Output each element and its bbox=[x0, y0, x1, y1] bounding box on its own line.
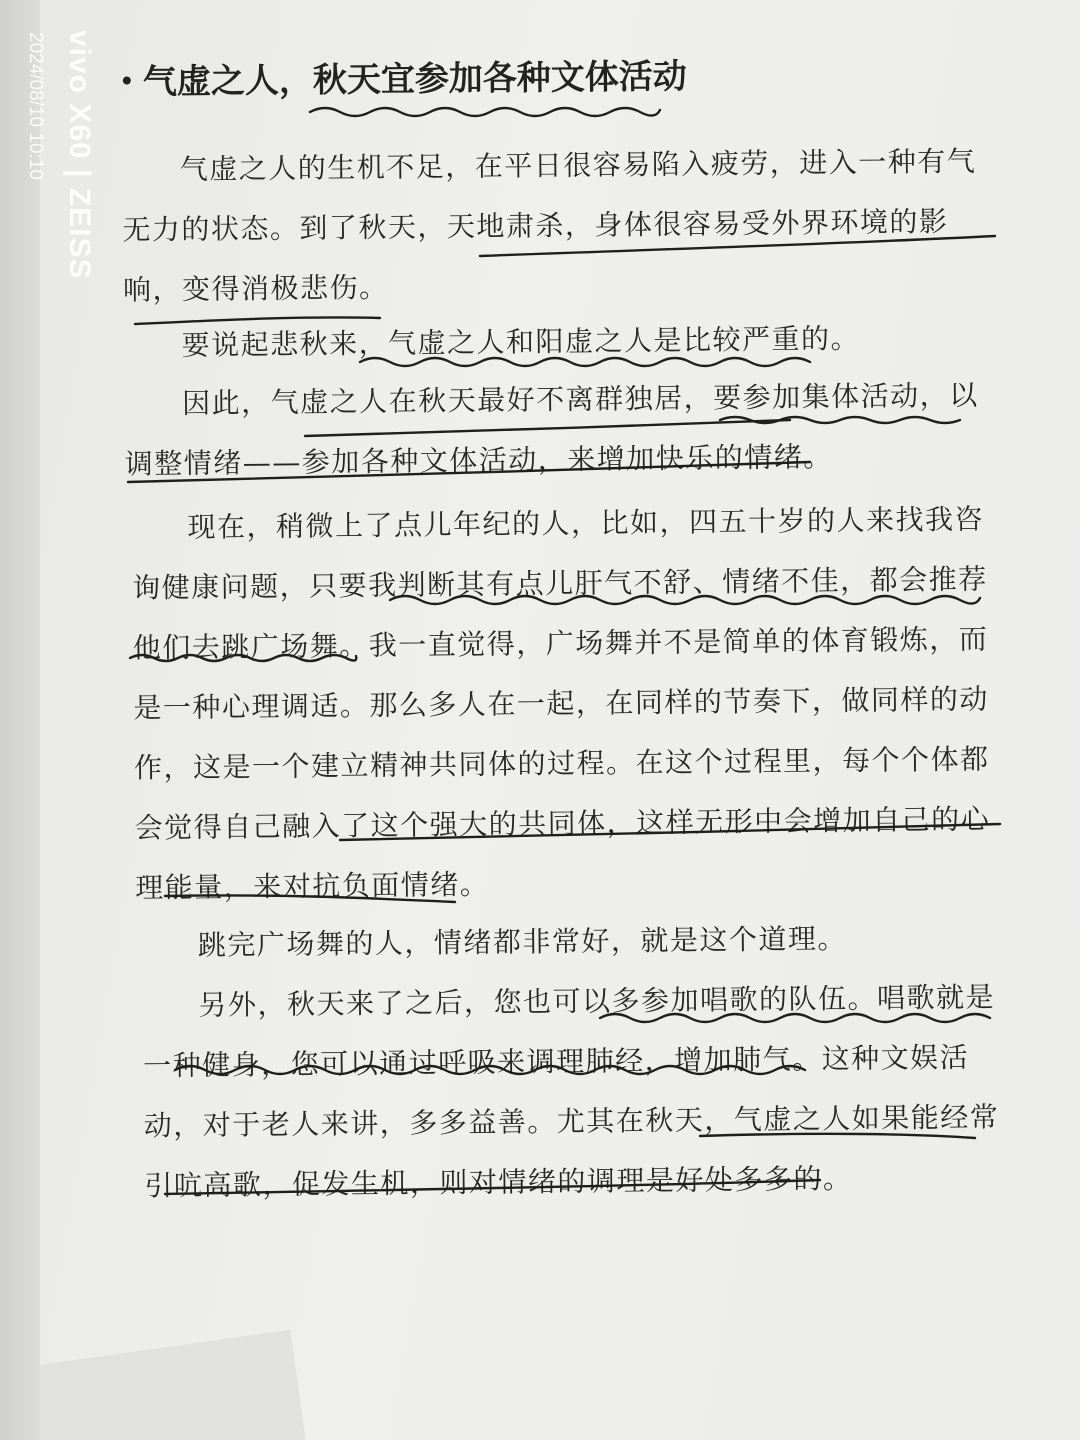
bullet-dot bbox=[123, 76, 131, 84]
text-line: 会觉得自己融入了这个强大的共同体，这样无形中会增加自己的心 bbox=[134, 802, 991, 845]
text-line: 作，这是一个建立精神共同体的过程。在这个过程里，每个个体都 bbox=[133, 742, 990, 785]
text-line: 无力的状态。到了秋天，天地肃杀，身体很容易受外界环境的影 bbox=[122, 204, 949, 247]
text-line: 一种健身，您可以通过呼吸来调理肺经，增加肺气。这种文娱活 bbox=[142, 1040, 970, 1083]
text-line: 理能量，来对抗负面情绪。 bbox=[135, 867, 490, 905]
text-line: 询健康问题，只要我判断其有点儿肝气不舒、情绪不佳，都会推荐 bbox=[131, 562, 988, 605]
page-content bbox=[40, 0, 1080, 1440]
heading-text: 气虚之人，秋天宜参加各种文体活动 bbox=[142, 56, 688, 103]
text-line: 是一种心理调适。那么多人在一起，在同样的节奏下，做同样的动 bbox=[133, 682, 990, 725]
text-line: 跳完广场舞的人，情绪都非常好，就是这个道理。 bbox=[197, 922, 848, 962]
text-line: 调整情绪——参加各种文体活动，来增加快乐的情绪。 bbox=[124, 440, 833, 481]
text-line: 气虚之人的生机不足，在平日很容易陷入疲劳，进入一种有气 bbox=[179, 144, 977, 186]
camera-watermark bbox=[25, 30, 122, 310]
page-left-edge bbox=[0, 0, 40, 1440]
watermark-datetime: 2024/08/10 10:10 bbox=[25, 32, 46, 180]
text-line: 因此，气虚之人在秋天最好不离群独居，要参加集体活动，以 bbox=[182, 378, 979, 420]
text-line: 要说起悲秋来，气虚之人和阳虚之人是比较严重的。 bbox=[181, 321, 861, 362]
text-line: 响，变得消极悲伤。 bbox=[122, 270, 389, 307]
text-line: 引吭高歌，促发生机，则对情绪的调理是好处多多的。 bbox=[144, 1162, 853, 1203]
text-line: 他们去跳广场舞。我一直觉得，广场舞并不是简单的体育锻炼，而 bbox=[132, 622, 989, 665]
text-line: 现在，稍微上了点儿年纪的人，比如，四五十岁的人来找我咨 bbox=[187, 502, 985, 544]
section-heading bbox=[123, 49, 687, 104]
book-page bbox=[40, 0, 1080, 1440]
watermark-brand: vivo X60 | ZEISS bbox=[63, 30, 96, 280]
text-line: 动，对于老人来讲，多多益善。尤其在秋天，气虚之人如果能经常 bbox=[143, 1100, 1000, 1143]
text-line: 另外，秋天来了之后，您也可以多参加唱歌的队伍。唱歌就是 bbox=[198, 980, 996, 1022]
